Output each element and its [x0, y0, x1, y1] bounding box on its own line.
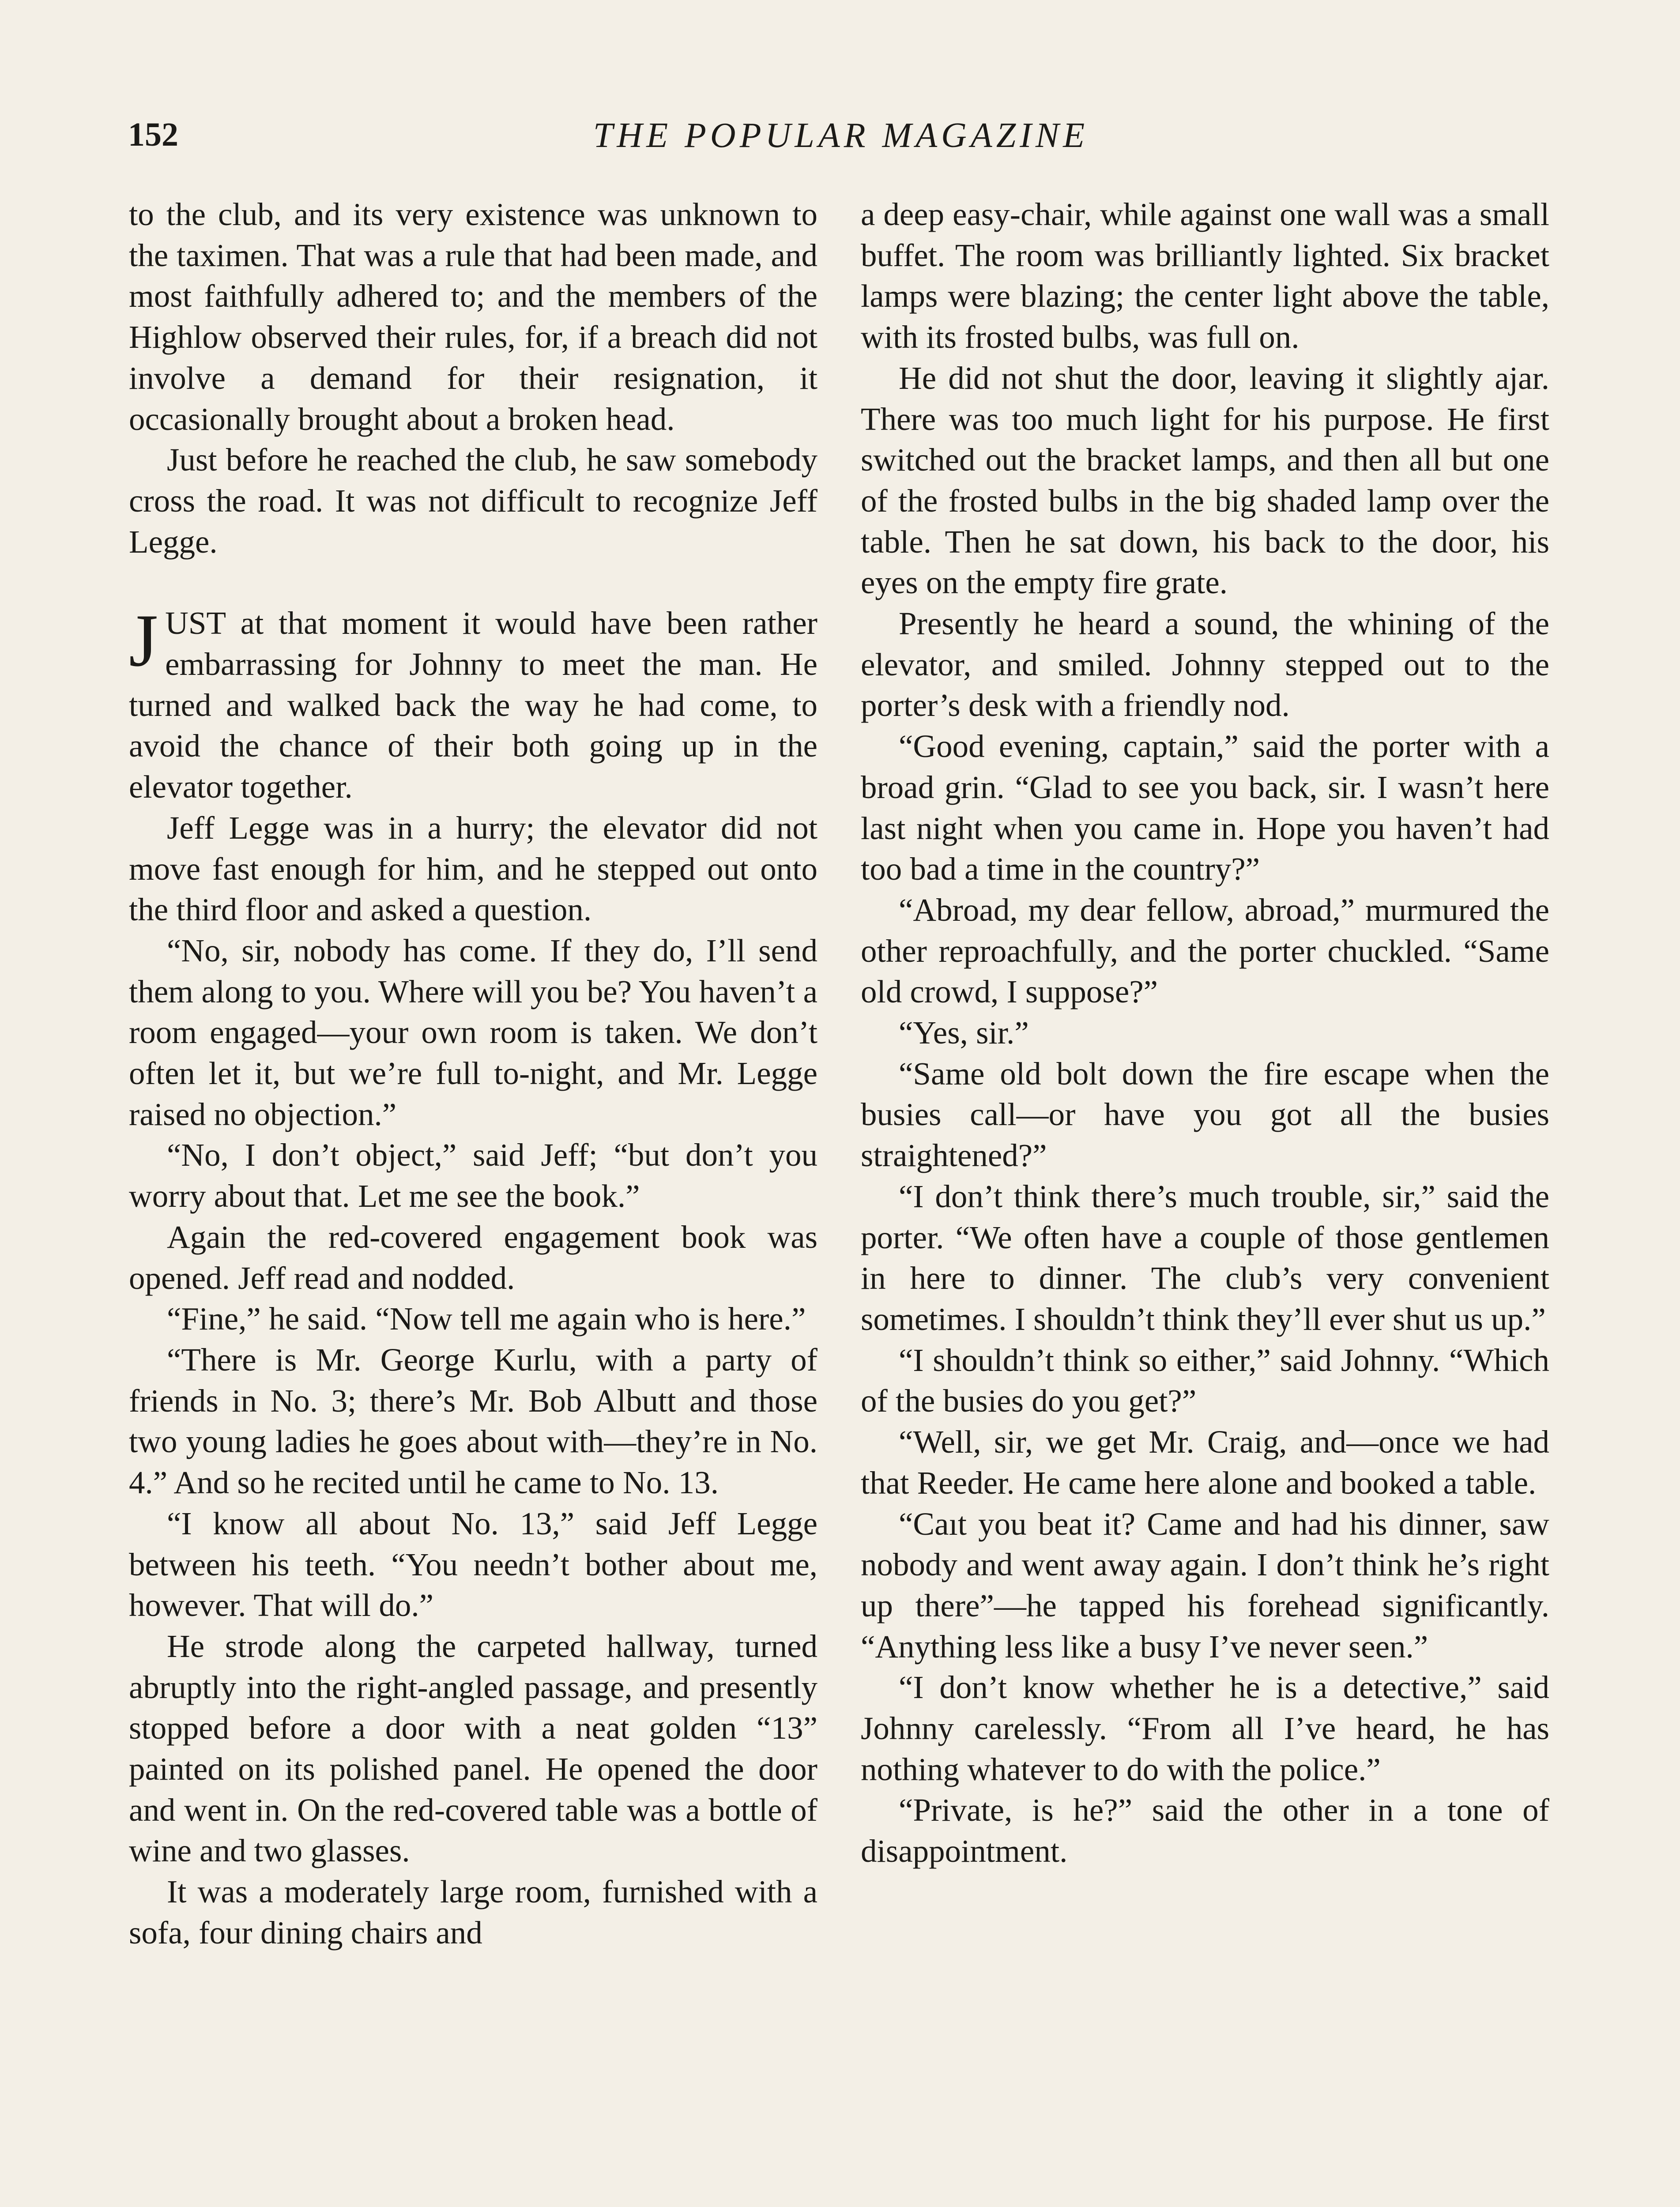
paragraph: Jeff Legge was in a hurry; the elevator did not move fast enough for him, and he stepped out onto the third floor and asked a question. [129, 810, 817, 928]
paragraph: “I shouldn’t think so either,” said Johnny. “Which of the busies do you get?” [861, 1342, 1549, 1419]
paragraph: “Caıt you beat it? Came and had his dinner, saw nobody and went away again. I don’t think he’s right up there”—he tapped his forehead significantly. “Anything less like a busy I’ve never seen.” [861, 1506, 1549, 1665]
paragraph: “I know all about No. 13,” said Jeff Legge between his teeth. “You needn’t bother about me, however. That will do.” [129, 1505, 817, 1623]
paragraph: “Well, sir, we get Mr. Craig, and—once we had that Reeder. He came here alone and booked a table. [861, 1424, 1549, 1501]
running-title: THE POPULAR MAGAZINE [593, 116, 1089, 155]
paragraph-text: UST at that moment it would have been rather embarrassing for Johnny to meet the man. He turned and walked back the way he had come, to avoid the chance of their both going up in the elevator together. [129, 605, 817, 805]
paragraph: Just before he reached the club, he saw somebody cross the road. It was not difficult to recognize Jeff Legge. [129, 442, 817, 560]
paragraph-dropcap [129, 599, 817, 808]
paragraph: He strode along the carpeted hallway, turned abruptly into the right-angled passage, and presently stopped before a door with a neat golden “13” painted on its polished panel. He opened the door and went in. On the red-covered table was a bottle of wine and two glasses. [129, 1628, 817, 1869]
paragraph: It was a moderately large room, furnished with a sofa, four dining chairs and [129, 1874, 817, 1951]
paragraph: “Yes, sir.” [899, 1015, 1029, 1051]
paragraph: to the club, and its very existence was unknown to the taximen. That was a rule that had been made, and most faithfully adhered to; and the members of the Highlow observed their rules, for, if a breach did not involve a demand for their resignation, it occasionally brought about a broken head. [129, 196, 817, 437]
section-break [129, 562, 817, 603]
paragraph: “Abroad, my dear fellow, abroad,” murmured the other reproachfully, and the porter chuckled. “Same old crowd, I suppose?” [861, 892, 1549, 1010]
page-number: 152 [128, 116, 178, 153]
paragraph: “No, sir, nobody has come. If they do, I’ll send them along to you. Where will you be? You haven’t a room engaged—your own room is taken. We don’t often let it, but we’re full to-night, and Mr. Legge raised no objection.” [129, 932, 817, 1132]
paragraph: “No, I don’t object,” said Jeff; “but don’t you worry about that. Let me see the book.” [129, 1137, 817, 1214]
paragraph: He did not shut the door, leaving it slightly ajar. There was too much light for his purpose. He first switched out the bracket lamps, and then all but one of the frosted bulbs in the big shaded lamp over the table. Then he sat down, his back to the door, his eyes on the empty fire grate. [861, 360, 1549, 601]
paragraph: “Good evening, captain,” said the porter with a broad grin. “Glad to see you back, sir. I wasn’t here last night when you came in. Hope you haven’t had too bad a time in the country?” [861, 728, 1549, 887]
paragraph: “There is Mr. George Kurlu, with a party of friends in No. 3; there’s Mr. Bob Albutt and those two young ladies he goes about with—they’re in No. 4.” And so he recited until he came to No. 13. [129, 1341, 817, 1501]
right-column [861, 194, 1549, 1872]
paragraph: Presently he heard a sound, the whining of the elevator, and smiled. Johnny stepped out to the porter’s desk with a friendly nod. [861, 606, 1549, 723]
paragraph: a deep easy-chair, while against one wall was a small buffet. The room was brilliantly lighted. Six bracket lamps were blazing; the center light above the table, with its frosted bulbs, was full on. [861, 196, 1549, 355]
paragraph: “Same old bolt down the fire escape when the busies call—or have you got all the busies straightened?” [861, 1055, 1549, 1174]
page-header [128, 116, 1554, 169]
paragraph: “Private, is he?” said the other in a tone of disappointment. [861, 1792, 1549, 1869]
paragraph: “I don’t think there’s much trouble, sir,” said the porter. “We often have a couple of those gentlemen in here to dinner. The club’s very convenient sometimes. I shouldn’t think they’ll ever shut us up.” [861, 1178, 1549, 1337]
drop-cap: J [129, 599, 158, 682]
paragraph: “I don’t know whether he is a detective,” said Johnny carelessly. “From all I’ve heard, he has nothing whatever to do with the police.” [861, 1669, 1549, 1787]
paragraph: “Fine,” he said. “Now tell me again who is here.” [167, 1301, 806, 1337]
paragraph: Again the red-covered engagement book was opened. Jeff read and nodded. [129, 1219, 817, 1296]
left-column [129, 194, 817, 1954]
